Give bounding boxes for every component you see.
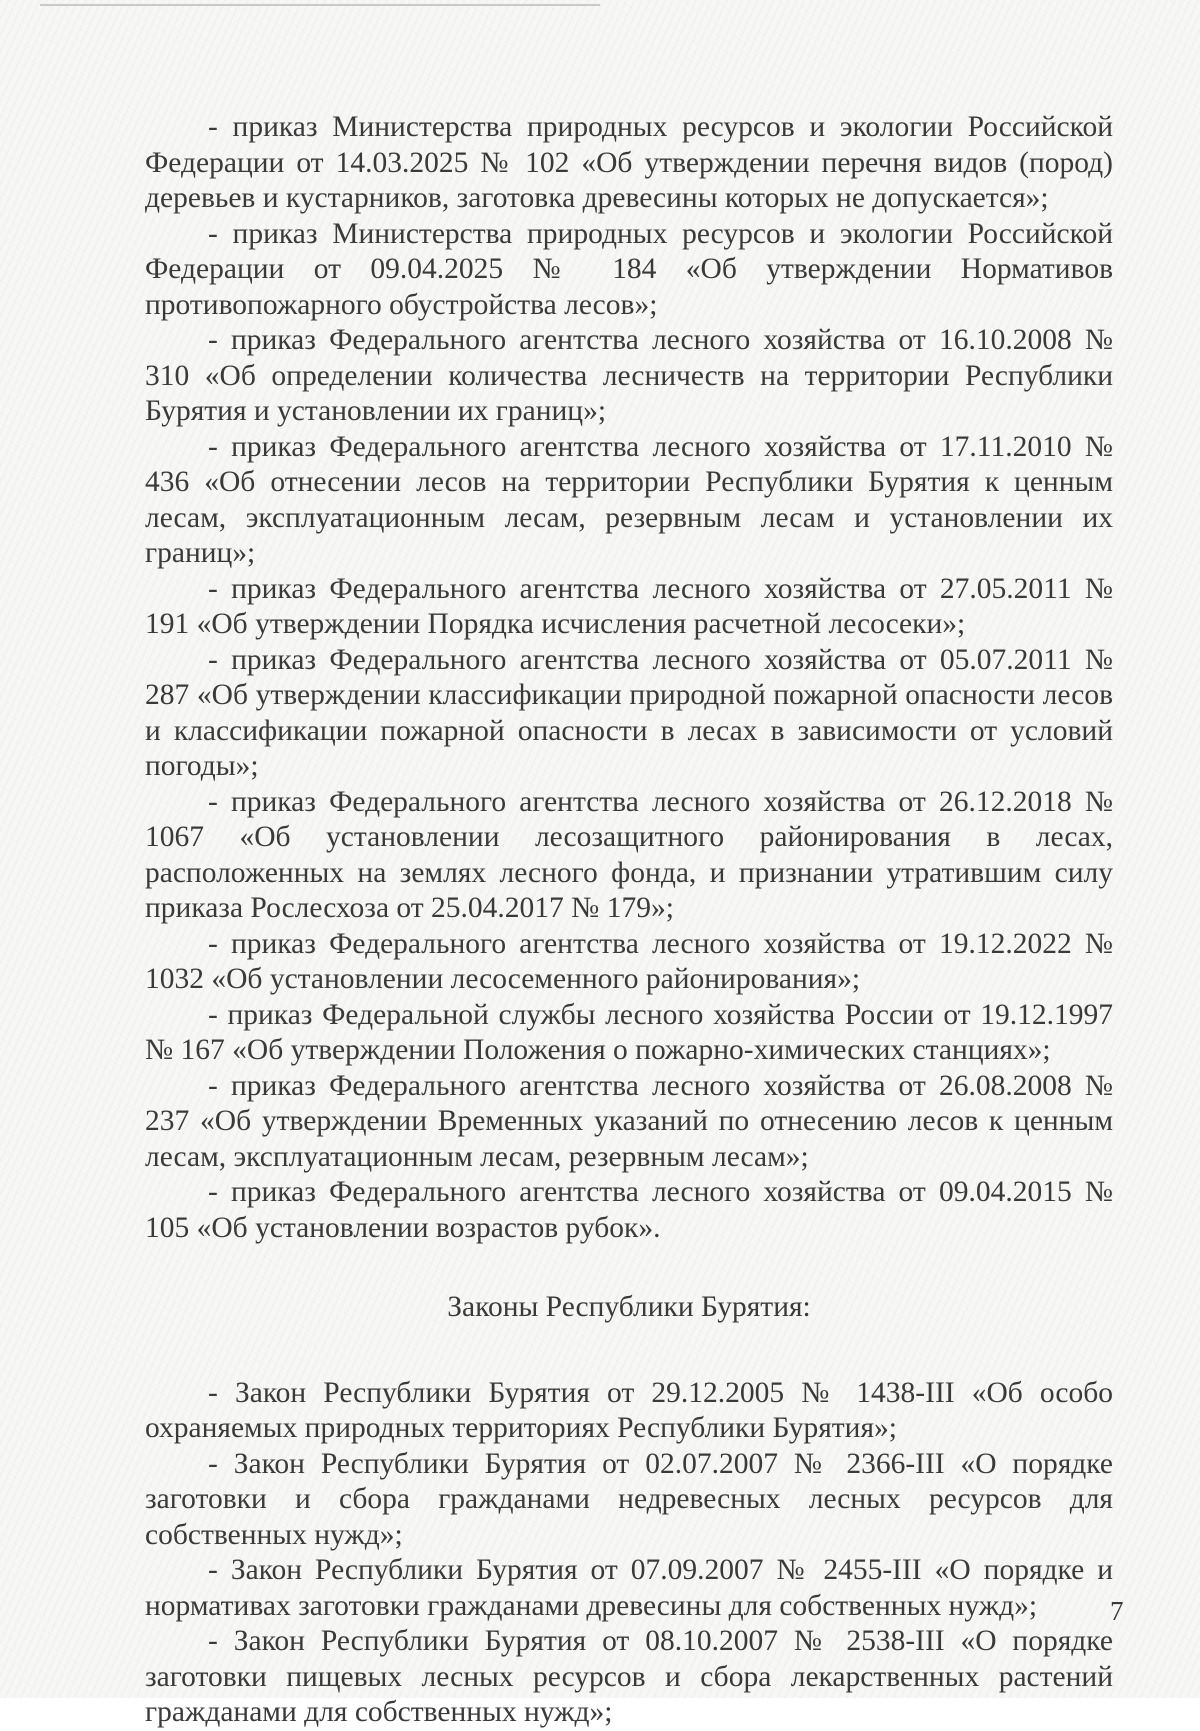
scan-edge — [40, 4, 600, 6]
law-item: - Закон Республики Бурятия от 08.10.2007 № 2538-III «О порядке заготовки пищевых лесных ресурсов и сбора лекарственных растений гражданами для собственных нужд»; — [145, 1625, 1113, 1728]
order-item: - приказ Федерального агентства лесного хозяйства от 16.10.2008 № 310 «Об определении количества лесничеств на территории Республики Бурятия и установлении их границ»; — [145, 324, 1113, 427]
page-content — [145, 110, 1113, 1731]
order-item: - приказ Федерального агентства лесного хозяйства от 26.08.2008 № 237 «Об утверждении Временных указаний по отнесению лесов к ценным лесам, эксплуатационным лесам, резервным лесам»; — [145, 1069, 1113, 1173]
order-item: - приказ Федерального агентства лесного хозяйства от 27.05.2011 № 191 «Об утверждении Порядка исчисления расчетной лесосеки»; — [145, 572, 1113, 640]
order-item: - приказ Федерального агентства лесного хозяйства от 26.12.2018 № 1067 «Об установлении лесозащитного районирования в лесах, расположенных на землях лесного фонда, и признании утратившим силу приказа Рослесхоза от 25.04.2017 № 179»; — [145, 785, 1113, 924]
order-item: - приказ Федерального агентства лесного хозяйства от 17.11.2010 № 436 «Об отнесении лесов на территории Республики Бурятия к ценным лесам, эксплуатационным лесам, резервным лесам и установлении их границ»; — [145, 430, 1113, 569]
law-item: - Закон Республики Бурятия от 02.07.2007 № 2366-III «О порядке заготовки и сбора гражданами недревесных лесных ресурсов для собственных нужд»; — [145, 1447, 1113, 1551]
order-item: - приказ Федерального агентства лесного хозяйства от 19.12.2022 № 1032 «Об установлении лесосеменного районирования»; — [145, 927, 1113, 995]
law-item: - Закон Республики Бурятия от 29.12.2005 № 1438-III «Об особо охраняемых природных территориях Республики Бурятия»; — [145, 1376, 1113, 1444]
order-item: - приказ Министерства природных ресурсов и экологии Российской Федерации от 09.04.2025 № 184 «Об утверждении Нормативов противопожарного обустройства лесов»; — [145, 217, 1113, 321]
order-item: - приказ Министерства природных ресурсов и экологии Российской Федерации от 14.03.2025 № 102 «Об утверждении перечня видов (пород) деревьев и кустарников, заготовка древесины которых не допускается»; — [145, 111, 1113, 214]
order-item: - приказ Федерального агентства лесного хозяйства от 05.07.2011 № 287 «Об утверждении классификации природной пожарной опасности лесов и классификации пожарной опасности в лесах в зависимости от условий погоды»; — [145, 643, 1113, 782]
order-item: - приказ Федеральной службы лесного хозяйства России от 19.12.1997 № 167 «Об утверждении Положения о пожарно-химических станциях»; — [145, 998, 1113, 1066]
order-item: - приказ Федерального агентства лесного хозяйства от 09.04.2015 № 105 «Об установлении возрастов рубок». — [145, 1176, 1113, 1244]
page-number: 7 — [1110, 1596, 1124, 1626]
laws-heading: Законы Республики Бурятия: — [447, 1291, 811, 1323]
law-item: - Закон Республики Бурятия от 07.09.2007 № 2455-III «О порядке и нормативах заготовки гражданами древесины для собственных нужд»; — [145, 1554, 1113, 1622]
